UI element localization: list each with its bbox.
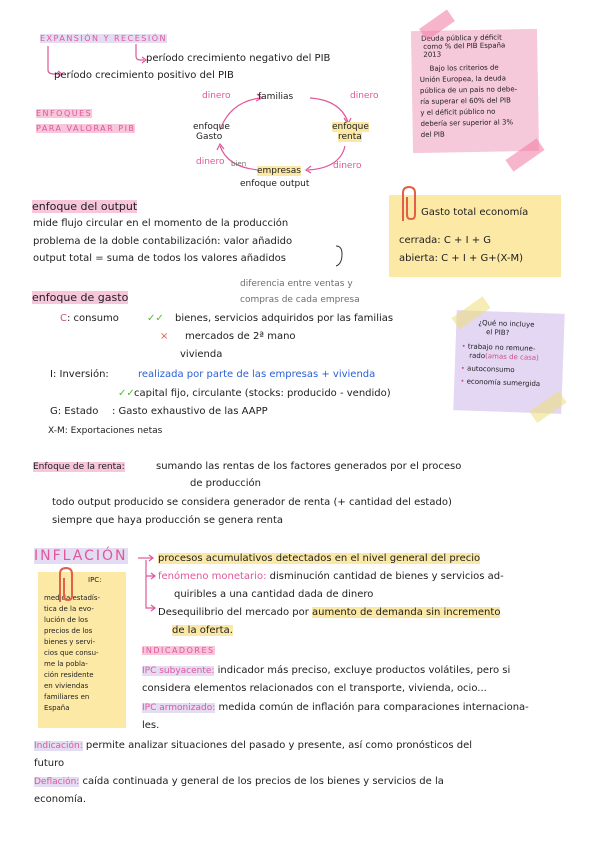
deuda-line-4: y el déficit público no bbox=[420, 107, 496, 117]
ipc-subyacente-2: considera elementos relacionados con el transporte, vivienda, ocio... bbox=[142, 683, 487, 694]
ipc-sticky-note bbox=[38, 572, 126, 728]
renta-line-4: siempre que haya producción se genera renta bbox=[52, 515, 283, 526]
ipc-note-line: tica de la evo- bbox=[44, 605, 94, 613]
flow-bien: bien bbox=[231, 160, 247, 168]
ipc-note-line: familiares en bbox=[44, 693, 90, 701]
deuda-line-2: pública de un país no debe- bbox=[419, 85, 518, 95]
deuda-line-1: Unión Europea, la deuda bbox=[419, 74, 507, 84]
deflacion: Deflación: caída continuada y general de los precios de los bienes y servicios de la bbox=[34, 776, 444, 787]
ipc-subyacente: IPC subyacente: indicador más preciso, excluye productos volátiles, pero si bbox=[142, 665, 511, 676]
flow-dinero-3: dinero bbox=[196, 157, 225, 167]
output-title: enfoque del output bbox=[32, 200, 138, 213]
ipc-note-line: precios de los bbox=[44, 627, 93, 635]
enfoques-title: ENFOQUES bbox=[36, 109, 93, 118]
ipc-note-title: IPC: bbox=[88, 576, 102, 584]
indicacion: Indicación: permite analizar situaciones del pasado y presente, así como pronósticos del bbox=[34, 740, 473, 751]
gasto-i-line-2: capital fijo, circulante (stocks: producido - vendido) bbox=[134, 388, 391, 399]
inflacion-p2c: quiribles a una cantidad dada de dinero bbox=[174, 589, 374, 600]
ipc-note-line: medida estadís- bbox=[44, 594, 101, 602]
ipc-note-line: bienes y servi- bbox=[44, 638, 96, 646]
pib-note-b2: • autoconsumo bbox=[460, 364, 515, 375]
gasto-g-label: G: Estado bbox=[50, 406, 99, 417]
ipc-note-line: en viviendas bbox=[44, 682, 89, 690]
ipc-armonizado: IPC armonizado: medida común de inflación para comparaciones internaciona- bbox=[142, 702, 529, 713]
renta-line-2: de producción bbox=[190, 478, 261, 489]
output-line-2: problema de la doble contabilización: valor añadido bbox=[33, 236, 293, 247]
pib-note-title-2: el PIB? bbox=[485, 328, 510, 337]
inflacion-p1: procesos acumulativos detectados en el nivel general del precio bbox=[158, 553, 481, 564]
gasto-total-title: Gasto total economía bbox=[421, 207, 529, 218]
deuda-line-5: debería ser superior al 3% bbox=[420, 118, 514, 128]
deflacion-2: economía. bbox=[34, 794, 87, 805]
gasto-abierta: abierta: C + I + G+(X-M) bbox=[399, 253, 524, 264]
gasto-i-text: realizada por parte de las empresas + vivienda bbox=[138, 369, 376, 380]
gasto-cerrada: cerrada: C + I + G bbox=[399, 235, 492, 246]
pib-note-b1-l1: • trabajo no remune- bbox=[461, 342, 536, 353]
ipc-note-line: España bbox=[44, 704, 70, 712]
gasto-c-1: bienes, servicios adquiridos por las familias bbox=[175, 313, 394, 324]
deuda-title-l1: Deuda pública y déficit bbox=[421, 33, 502, 43]
gasto-i-label: I: Inversión: bbox=[50, 369, 109, 380]
deuda-line-6: del PIB bbox=[420, 130, 445, 139]
flow-dinero-4: dinero bbox=[333, 161, 362, 171]
ipc-note-line: me la pobla- bbox=[44, 660, 88, 668]
brace-icon bbox=[334, 244, 346, 268]
pib-note-b3: • economía sumergida bbox=[460, 377, 541, 389]
check-icon: ✓✓ bbox=[147, 313, 164, 324]
flow-output: enfoque output bbox=[240, 179, 310, 189]
expansion-title: EXPANSIÓN Y RECESIÓN bbox=[40, 34, 167, 43]
deuda-line-3: ría superar el 60% del PIB bbox=[420, 96, 511, 106]
indicadores-title: INDICADORES bbox=[142, 646, 215, 655]
enfoques-subtitle: PARA VALORAR PIB bbox=[36, 124, 136, 133]
ipc-note-line: ción residente bbox=[44, 671, 94, 679]
inflacion-title: INFLACIÓN bbox=[34, 548, 128, 564]
pib-note-title-1: ¿Qué no incluye bbox=[478, 318, 535, 329]
gasto-xm: X-M: Exportaciones netas bbox=[48, 426, 163, 436]
recesion-text: período crecimiento negativo del PIB bbox=[146, 53, 331, 64]
paperclip-icon bbox=[397, 185, 419, 225]
cross-icon: × bbox=[160, 331, 169, 342]
pib-note-b1-l2: rado(amas de casa) bbox=[469, 351, 539, 363]
flow-renta-l2: renta bbox=[338, 132, 362, 142]
inflacion-p3: Desequilibrio del mercado por aumento de demanda sin incremento bbox=[158, 607, 501, 618]
flow-familias: familias bbox=[258, 92, 294, 102]
gasto-g-text: : Gasto exhaustivo de las AAPP bbox=[112, 406, 268, 417]
output-line-3: output total = suma de todos los valores añadidos bbox=[33, 253, 286, 264]
ipc-armonizado-2: les. bbox=[142, 720, 160, 731]
inflacion-p2: fenómeno monetario: disminución cantidad de bienes y servicios ad- bbox=[158, 571, 504, 582]
deuda-line-0: Bajo los criterios de bbox=[429, 63, 499, 73]
check-icon: ✓✓ bbox=[118, 388, 135, 399]
flow-renta-l1: enfoque bbox=[332, 122, 369, 132]
expansion-text: período crecimiento positivo del PIB bbox=[54, 70, 234, 81]
deuda-sticky-note bbox=[411, 29, 539, 153]
gasto-c-2: mercados de 2ª mano bbox=[185, 331, 296, 342]
ipc-note-line: cios que consu- bbox=[44, 649, 99, 657]
gasto-c-3: vivienda bbox=[180, 349, 223, 360]
renta-line-3: todo output producido se considera generador de renta (+ cantidad del estado) bbox=[52, 497, 452, 508]
inflacion-p3c: de la oferta. bbox=[172, 625, 233, 636]
gasto-title: enfoque de gasto bbox=[32, 291, 129, 304]
renta-title: Enfoque de la renta: bbox=[33, 462, 125, 472]
flow-gasto-l1: enfoque bbox=[193, 122, 230, 132]
flow-dinero-2: dinero bbox=[350, 91, 379, 101]
output-aside-1: diferencia entre ventas y bbox=[240, 279, 353, 289]
output-aside-2: compras de cada empresa bbox=[240, 295, 360, 305]
gasto-c-label: C: consumo bbox=[60, 313, 119, 324]
deuda-title-l3: 2013 bbox=[423, 50, 442, 59]
flow-gasto-l2: Gasto bbox=[196, 132, 223, 142]
deuda-title-l2: como % del PIB España bbox=[423, 41, 506, 51]
output-line-1: mide flujo circular en el momento de la producción bbox=[33, 218, 289, 229]
flow-dinero-1: dinero bbox=[202, 91, 231, 101]
renta-line-1: sumando las rentas de los factores generados por el proceso bbox=[156, 461, 462, 472]
ipc-note-line: lución de los bbox=[44, 616, 88, 624]
indicacion-2: futuro bbox=[34, 758, 65, 769]
flow-empresas: empresas bbox=[257, 166, 301, 176]
paperclip-icon bbox=[54, 566, 76, 606]
